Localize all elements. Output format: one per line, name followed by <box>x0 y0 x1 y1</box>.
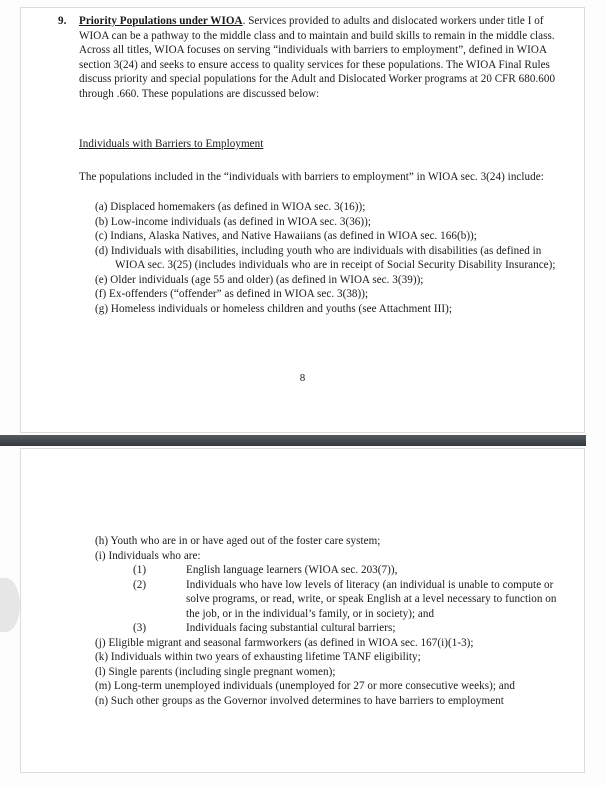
previous-page-arrow-icon[interactable] <box>0 578 20 632</box>
numeral-list-item <box>95 563 565 578</box>
numeral-list-item <box>95 578 565 622</box>
section-heading: Priority Populations under WIOA <box>79 15 243 27</box>
list-item: (k) Individuals within two years of exhausting lifetime TANF eligibility; <box>95 651 421 664</box>
page-2-content <box>21 449 584 772</box>
list-item: (a) Displaced homemakers (as defined in WIOA sec. 3(16)); <box>95 201 366 213</box>
item-number: 9. <box>58 15 67 27</box>
list-item: (l) Single parents (including single pregnant women); <box>95 665 336 678</box>
numeral-label: (1) <box>133 564 147 577</box>
page-separator-bar <box>0 435 586 446</box>
list-item: (b) Low-income individuals (as defined in WIOA sec. 3(36)); <box>95 215 372 228</box>
numeral-label: (3) <box>133 622 147 635</box>
list-item: (j) Eligible migrant and seasonal farmworkers (as defined in WIOA sec. 167(i)(1-3); <box>95 636 474 649</box>
list-item: (f) Ex-offenders (“offender” as defined in WIOA sec. 3(38)); <box>95 288 369 301</box>
list-item: (d) Individuals with disabilities, including youth who are individuals with disabilities (as defined in WIOA sec. 3(25) (includes individuals who are in receipt of Social Security Disability Insurance); <box>95 244 556 272</box>
numeral-list-item <box>95 621 565 636</box>
list-item: (m) Long-term unemployed individuals (unemployed for 27 or more consecutive weeks); and <box>95 680 515 693</box>
numeral-text: English language learners (WIOA sec. 203(7)), <box>186 564 398 577</box>
list-item: (e) Older individuals (age 55 and older) (as defined in WIOA sec. 3(39)); <box>95 273 424 286</box>
list-item: (i) Individuals who are: <box>95 549 201 562</box>
list-item: (g) Homeless individuals or homeless children and youths (see Attachment III); <box>95 302 452 315</box>
section-body-text: . Services provided to adults and dislocated workers under title I of WIOA can be a pathway to the middle class and to maintain and build skills to remain in the middle class. Across all titles, WIOA focuses on serving “individuals with barriers to employment”, defined in WIOA section 3(24) and seeks to ensure access to quality services for these populations. The WIOA Final Rules discuss priority and special populations for the Adult and Dislocated Worker programs at 20 CFR 680.600 through .660. These populations are discussed below: <box>79 15 556 100</box>
document-page-2 <box>20 448 585 773</box>
numeral-text: Individuals facing substantial cultural barriers; <box>186 622 396 635</box>
numbered-item-9 <box>58 14 558 101</box>
sub-heading-barriers: Individuals with Barriers to Employment <box>79 138 264 150</box>
list-item: (h) Youth who are in or have aged out of the foster care system; <box>95 535 381 547</box>
numeral-label: (2) <box>133 578 147 591</box>
list-item: (n) Such other groups as the Governor involved determines to have barriers to employment <box>95 695 504 708</box>
numeral-text: Individuals who have low levels of literacy (an individual is unable to compute or solve programs, or read, write, or speak English at a level necessary to function on the job, or in the individual’s family, or in society); and <box>186 578 557 620</box>
document-page-1 <box>20 7 585 433</box>
page-number: 8 <box>299 372 306 384</box>
barriers-list <box>95 200 565 316</box>
item-body <box>79 14 558 101</box>
nested-numeral-list-wrapper <box>95 563 565 636</box>
intro-paragraph: The populations included in the “individuals with barriers to employment” in WIOA sec. 3(24) include: <box>79 171 544 183</box>
numeral-list <box>95 563 565 636</box>
list-item: (c) Indians, Alaska Natives, and Native Hawaiians (as defined in WIOA sec. 166(b)); <box>95 230 477 243</box>
page-1-content <box>21 8 584 432</box>
barriers-list-continued <box>95 534 565 709</box>
